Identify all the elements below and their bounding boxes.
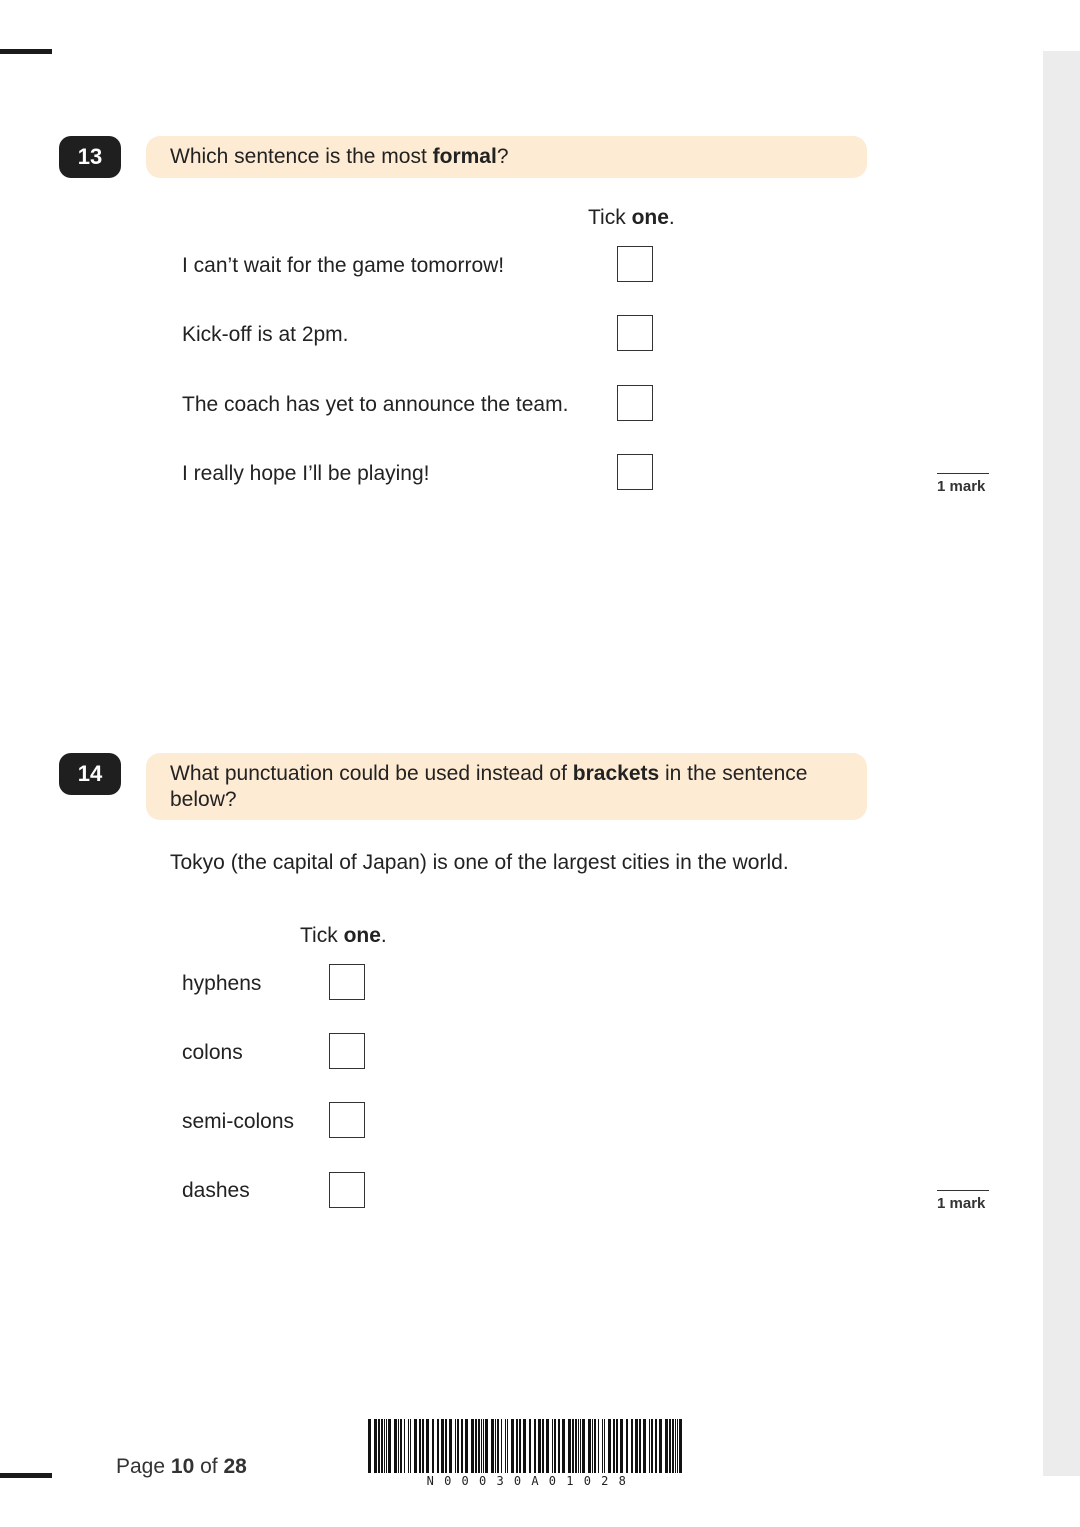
- barcode-bar: [542, 1419, 544, 1473]
- barcode-bar: [384, 1419, 385, 1473]
- barcode-bar: [677, 1419, 678, 1473]
- q14-option-label: colons: [182, 1041, 243, 1064]
- barcode-bar: [592, 1419, 593, 1473]
- barcode-bar: [465, 1419, 468, 1473]
- q14-tick-end: .: [380, 924, 387, 947]
- barcode-bar: [575, 1419, 577, 1473]
- q13-prompt-end: ?: [496, 145, 509, 168]
- barcode-bar: [445, 1419, 447, 1473]
- barcode-bar: [534, 1419, 536, 1473]
- barcode-bar: [491, 1419, 494, 1473]
- barcode-bar: [665, 1419, 668, 1473]
- barcode-bar: [410, 1419, 411, 1473]
- q13-option-2-checkbox[interactable]: [617, 315, 653, 351]
- q14-option-1-checkbox[interactable]: [329, 964, 365, 1000]
- barcode-bar: [675, 1419, 676, 1473]
- q13-option-4-checkbox[interactable]: [617, 454, 653, 490]
- q13-option-3-checkbox[interactable]: [617, 385, 653, 421]
- barcode-bar: [457, 1419, 459, 1473]
- q14-tick-text: Tick: [300, 924, 344, 947]
- barcode-bar: [546, 1419, 549, 1473]
- barcode-text: N 0 0 0 3 0 A 0 1 0 2 8: [426, 1474, 628, 1487]
- barcode-bar: [552, 1419, 553, 1473]
- q14-option-4-checkbox[interactable]: [329, 1172, 365, 1208]
- barcode-bar: [481, 1419, 482, 1473]
- question-14-tick-instruction: [300, 924, 387, 948]
- q13-tick-text: Tick: [588, 206, 632, 229]
- barcode-bar: [659, 1419, 662, 1473]
- barcode-bar: [501, 1419, 502, 1473]
- barcode-bar: [419, 1419, 421, 1473]
- q13-option-label: I can’t wait for the game tomorrow!: [182, 254, 505, 277]
- q13-option-label: The coach has yet to announce the team.: [182, 393, 569, 416]
- q13-option-label: Kick-off is at 2pm.: [182, 323, 349, 346]
- barcode-bar: [672, 1419, 674, 1473]
- barcode-bar: [408, 1419, 409, 1473]
- barcode-bar: [400, 1419, 402, 1473]
- barcode-bar: [437, 1419, 439, 1473]
- q13-mark-line: [937, 473, 989, 474]
- barcode-bar: [620, 1419, 623, 1473]
- question-13-prompt: [146, 136, 867, 178]
- question-13-tick-instruction: [588, 206, 675, 230]
- q14-option-label: semi-colons: [182, 1110, 295, 1133]
- barcode-bar: [554, 1419, 556, 1473]
- barcode-bar: [616, 1419, 618, 1473]
- q14-example-sentence: Tokyo (the capital of Japan) is one of the largest cities in the world.: [170, 851, 789, 874]
- q14-prompt-bold: brackets: [572, 762, 660, 785]
- barcode-bar: [529, 1419, 531, 1473]
- barcode-bar: [475, 1419, 477, 1473]
- q13-tick-bold: one: [631, 206, 669, 229]
- barcode-bar: [404, 1419, 405, 1473]
- barcode-bar: [598, 1419, 599, 1473]
- barcode-bar: [398, 1419, 399, 1473]
- barcode-bar: [394, 1419, 397, 1473]
- barcode-bar: [378, 1419, 380, 1473]
- barcode-bar: [386, 1419, 387, 1473]
- barcode-bar: [507, 1419, 508, 1473]
- current-page: 10: [170, 1455, 195, 1478]
- barcode-bar: [679, 1419, 682, 1473]
- barcode-bar: [643, 1419, 646, 1473]
- q14-prompt-text: What punctuation could be used instead of: [170, 762, 573, 785]
- q14-option-label: hyphens: [182, 972, 262, 995]
- barcode-bar: [608, 1419, 611, 1473]
- barcode-bar: [426, 1419, 429, 1473]
- barcode-bar: [483, 1419, 484, 1473]
- barcode-bar: [495, 1419, 496, 1473]
- barcode-bars: [368, 1419, 682, 1473]
- barcode-bar: [511, 1419, 514, 1473]
- barcode-bar: [588, 1419, 591, 1473]
- barcode-bar: [471, 1419, 474, 1473]
- page-number: [116, 1455, 247, 1479]
- barcode-bar: [582, 1419, 585, 1473]
- barcode-bar: [613, 1419, 615, 1473]
- q14-prompt-end: in the sentence below?: [170, 762, 808, 811]
- q13-prompt-bold: formal: [432, 145, 497, 168]
- q14-mark-label: 1 mark: [937, 1195, 986, 1212]
- barcode-bar: [374, 1419, 377, 1473]
- barcode-bar: [422, 1419, 424, 1473]
- question-14-prompt: [146, 753, 867, 820]
- barcode-bar: [639, 1419, 641, 1473]
- barcode-bar: [432, 1419, 434, 1473]
- barcode-bar: [461, 1419, 463, 1473]
- barcode-bar: [478, 1419, 480, 1473]
- barcode-bar: [516, 1419, 518, 1473]
- barcode-bar: [562, 1419, 565, 1473]
- q13-option-1-checkbox[interactable]: [617, 246, 653, 282]
- barcode-bar: [626, 1419, 628, 1473]
- barcode-bar: [441, 1419, 444, 1473]
- q13-option-label: I really hope I’ll be playing!: [182, 462, 430, 485]
- barcode-bar: [414, 1419, 417, 1473]
- barcode-bar: [505, 1419, 506, 1473]
- barcode-bar: [497, 1419, 499, 1473]
- barcode-bar: [604, 1419, 605, 1473]
- q13-mark-label: 1 mark: [937, 478, 986, 495]
- q14-option-label: dashes: [182, 1179, 250, 1202]
- barcode-bar: [580, 1419, 581, 1473]
- margin-strip: [1043, 51, 1080, 1476]
- barcode-bar: [455, 1419, 456, 1473]
- q14-tick-bold: one: [343, 924, 381, 947]
- barcode-bar: [669, 1419, 671, 1473]
- barcode-bar: [519, 1419, 521, 1473]
- barcode-bar: [381, 1419, 383, 1473]
- barcode-bar: [523, 1419, 526, 1473]
- barcode-bar: [368, 1419, 371, 1473]
- barcode-bar: [649, 1419, 650, 1473]
- bottom-registration-mark: [0, 1473, 52, 1478]
- barcode-bar: [538, 1419, 541, 1473]
- q13-prompt-text: Which sentence is the most: [170, 145, 433, 168]
- barcode: [366, 1419, 688, 1487]
- barcode-bar: [485, 1419, 488, 1473]
- total-pages: 28: [223, 1455, 247, 1478]
- barcode-bar: [635, 1419, 638, 1473]
- barcode-bar: [568, 1419, 571, 1473]
- barcode-bar: [578, 1419, 579, 1473]
- barcode-bar: [449, 1419, 452, 1473]
- barcode-bar: [631, 1419, 633, 1473]
- barcode-bar: [602, 1419, 603, 1473]
- barcode-bar: [594, 1419, 596, 1473]
- q13-tick-end: .: [668, 206, 675, 229]
- barcode-bar: [558, 1419, 560, 1473]
- barcode-bar: [651, 1419, 653, 1473]
- barcode-bar: [655, 1419, 657, 1473]
- q14-option-2-checkbox[interactable]: [329, 1033, 365, 1069]
- top-registration-mark: [0, 49, 52, 54]
- q14-option-3-checkbox[interactable]: [329, 1102, 365, 1138]
- page-word: Page: [116, 1455, 171, 1478]
- question-13-number: 13: [59, 136, 121, 178]
- of-word: of: [194, 1455, 224, 1478]
- q14-mark-line: [937, 1190, 989, 1191]
- barcode-bar: [572, 1419, 574, 1473]
- barcode-bar: [388, 1419, 391, 1473]
- question-14-number: 14: [59, 753, 121, 795]
